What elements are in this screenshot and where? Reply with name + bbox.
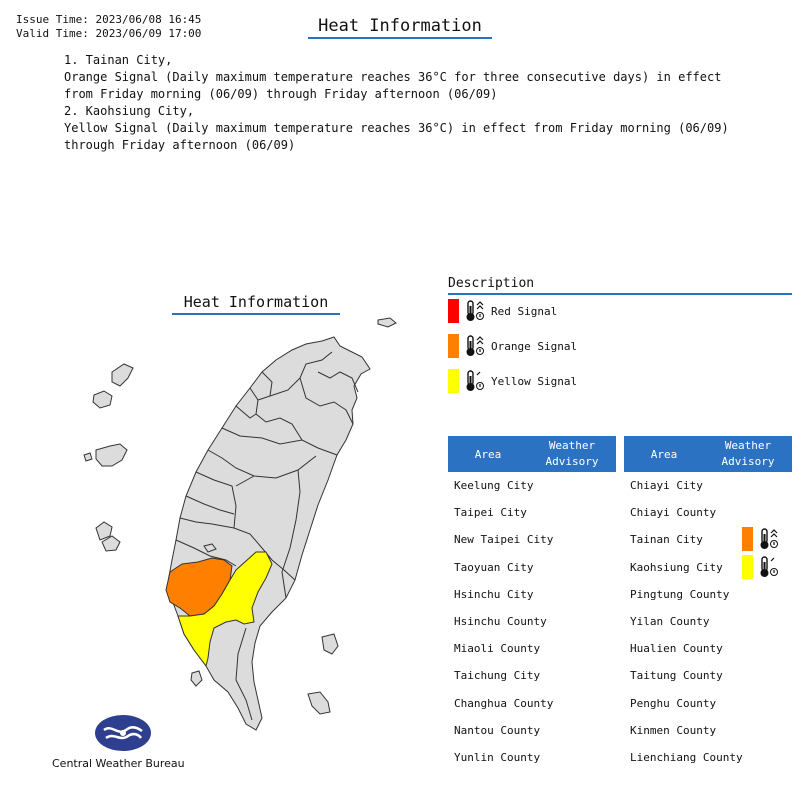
area-name: Yunlin County: [454, 750, 541, 764]
orchid-island: [308, 692, 330, 714]
table-header: [624, 436, 792, 472]
area-name: Taipei City: [454, 506, 527, 520]
red-signal-swatch: [448, 299, 459, 323]
page-title: Heat Information: [308, 16, 492, 39]
agency-name: Central Weather Bureau: [52, 757, 185, 770]
thermometer-heat-icon: [463, 369, 485, 393]
thermometer-heat-icon: [463, 299, 485, 323]
xiaoliuqiu-islet: [191, 671, 202, 686]
area-name: Miaoli County: [454, 642, 541, 656]
area-name: Hsinchu County: [454, 615, 547, 629]
area-name: Yilan County: [630, 615, 710, 629]
table-row: [448, 472, 616, 499]
area-name: Pingtung County: [630, 587, 730, 601]
area-name: Penghu County: [630, 696, 717, 710]
header-advisory-line: Advisory: [721, 455, 775, 468]
thermometer-heat-icon: [757, 555, 779, 579]
area-name: Taoyuan City: [454, 560, 534, 574]
header-advisory-line: Weather: [724, 439, 772, 452]
table-row: [624, 554, 792, 581]
yellow-signal-swatch: [742, 555, 753, 579]
area-name: Changhua County: [454, 696, 554, 710]
area-name: Taichung City: [454, 669, 541, 683]
area-name: Chiayi City: [630, 479, 703, 493]
penghu-island: [112, 364, 133, 386]
legend-label: Yellow Signal: [491, 374, 578, 388]
table-row: [448, 662, 616, 689]
area-name: Taitung County: [630, 669, 723, 683]
area-table-left: [448, 436, 616, 771]
area-name: Hualien County: [630, 642, 723, 656]
thermometer-heat-icon: [463, 334, 485, 358]
area-name: Keelung City: [454, 479, 534, 493]
penghu-island: [96, 444, 127, 466]
area-name: Lienchiang County: [630, 750, 743, 764]
bulletin-line: 1. Tainan City,: [64, 53, 173, 67]
table-row: [624, 690, 792, 717]
issue-time: Issue Time: 2023/06/08 16:45: [16, 13, 202, 26]
table-row: [624, 499, 792, 526]
table-row: [448, 581, 616, 608]
area-table-right: [624, 436, 792, 771]
area-name: New Taipei City: [454, 533, 554, 547]
bulletin-line: through Friday afternoon (06/09): [64, 138, 296, 152]
valid-time: Valid Time: 2023/06/09 17:00: [16, 27, 202, 40]
table-row: [448, 744, 616, 771]
bulletin-line: from Friday morning (06/09) through Friday afternoon (06/09): [64, 87, 498, 101]
table-row: [624, 662, 792, 689]
legend-label: Red Signal: [491, 304, 558, 318]
area-name: Chiayi County: [630, 506, 717, 520]
table-row: [624, 744, 792, 771]
penghu-island: [93, 391, 112, 408]
area-name: Kinmen County: [630, 723, 717, 737]
legend-item-yellow: [448, 369, 577, 393]
table-row: [448, 717, 616, 744]
table-row: [624, 717, 792, 744]
table-row: [624, 581, 792, 608]
table-row: [624, 526, 792, 553]
legend-item-orange: [448, 334, 577, 358]
legend-label: Orange Signal: [491, 339, 578, 353]
orange-signal-swatch: [742, 527, 753, 551]
area-name: Tainan City: [630, 533, 703, 547]
pengjia-islet: [378, 318, 396, 327]
area-name: Hsinchu City: [454, 587, 534, 601]
header-advisory-line: Weather: [548, 439, 596, 452]
bulletin-line: 2. Kaohsiung City,: [64, 104, 195, 118]
table-row: [448, 690, 616, 717]
bulletin-line: Yellow Signal (Daily maximum temperature reaches 36°C) in effect from Friday morning (06/09): [64, 121, 729, 135]
bulletin-line: Orange Signal (Daily maximum temperature reaches 36°C for three consecutive days) in effect: [64, 70, 722, 84]
table-row: [624, 608, 792, 635]
table-row: [448, 554, 616, 581]
legend-item-red: [448, 299, 557, 323]
area-name: Nantou County: [454, 723, 541, 737]
green-island: [322, 634, 338, 654]
orange-signal-swatch: [448, 334, 459, 358]
table-row: [448, 635, 616, 662]
header-advisory: [528, 438, 616, 470]
penghu-island: [84, 453, 92, 461]
cwb-logo-icon: [94, 714, 152, 752]
header-advisory-line: Advisory: [545, 455, 599, 468]
table-row: [624, 472, 792, 499]
yellow-signal-swatch: [448, 369, 459, 393]
header-area: Area: [650, 447, 678, 461]
table-row: [448, 499, 616, 526]
table-row: [624, 635, 792, 662]
advisory-indicator: [742, 527, 779, 551]
area-name: Kaohsiung City: [630, 560, 723, 574]
table-row: [448, 608, 616, 635]
table-row: [448, 526, 616, 553]
legend-title: Description: [448, 276, 792, 295]
header-advisory: [704, 438, 792, 470]
map-title: Heat Information: [172, 293, 340, 315]
table-header: [448, 436, 616, 472]
header-area: Area: [474, 447, 502, 461]
thermometer-heat-icon: [757, 527, 779, 551]
advisory-indicator: [742, 555, 779, 579]
